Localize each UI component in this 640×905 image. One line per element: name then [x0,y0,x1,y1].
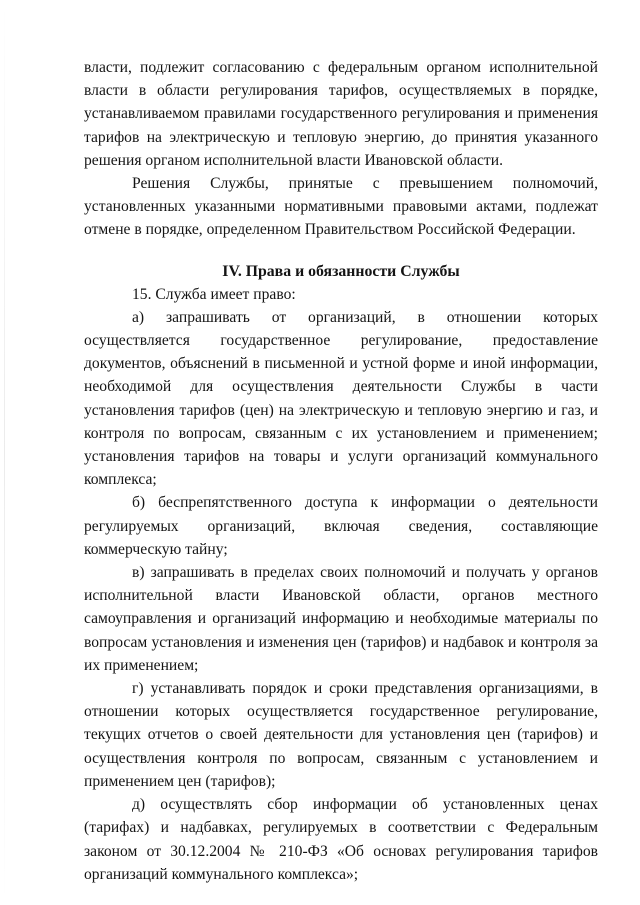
paragraph-decisions: Решения Службы, принятые с превышением полномочий, установленных указанными нормативными правовыми актами, подлежат отмене в порядке, определенном Правительством Российской Федерации. [84,175,598,239]
clause-item-a: а) запрашивать от организаций, в отношении которых осуществляется государственное регулирование, предоставление документов, объяснений в письменной и устной форме и иной информации, необходимой для осуществления деятельности Службы в части установления тарифов (цен) на электрическую и тепловую энергию и газ, и контроля по вопросам, связанным с их установлением и применением; установления тарифов на товары и услуги организаций коммунального комплекса; [84,308,598,489]
clause-15-intro: 15. Служба имеет право: [132,285,296,303]
section-heading: IV. Права и обязанности Службы [222,262,460,280]
clause-item-b: б) беспрепятственного доступа к информации о деятельности регулируемых организаций, включая сведения, составляющие коммерческую тайну; [84,494,598,558]
clause-item-d: д) осуществлять сбор информации об установленных ценах (тарифах) и надбавках, регулируемых в соответствии с Федеральным законом от 30.12.2004 № 210-ФЗ «Об основах регулирования тарифов организаций коммунального комплекса»; [84,796,598,883]
paragraph-continuation: власти, подлежит согласованию с федеральным органом исполнительной власти в области регулирования тарифов, осуществляемых в порядке, устанавливаемом правилами государственного регулирования и применения тарифов на электрическую и тепловую энергию, до принятия указанного решения органом исполнительной власти Ивановской области. [84,59,598,169]
clause-item-g: г) устанавливать порядок и сроки представления организациями, в отношении которых осуществляется государственное регулирование, текущих отчетов о своей деятельности для установления цен (тарифов) и осуществления контроля по вопросам, связанным с установлением и применением цен (тарифов); [84,680,598,790]
clause-item-v: в) запрашивать в пределах своих полномочий и получать у органов исполнительной власти Ивановской области, органов местного самоуправления и организаций информацию и необходимые материалы по вопросам установления и изменения цен (тарифов) и надбавок и контроля за их применением; [84,564,598,674]
document-page [84,56,598,886]
scan-edge-left [4,0,5,905]
